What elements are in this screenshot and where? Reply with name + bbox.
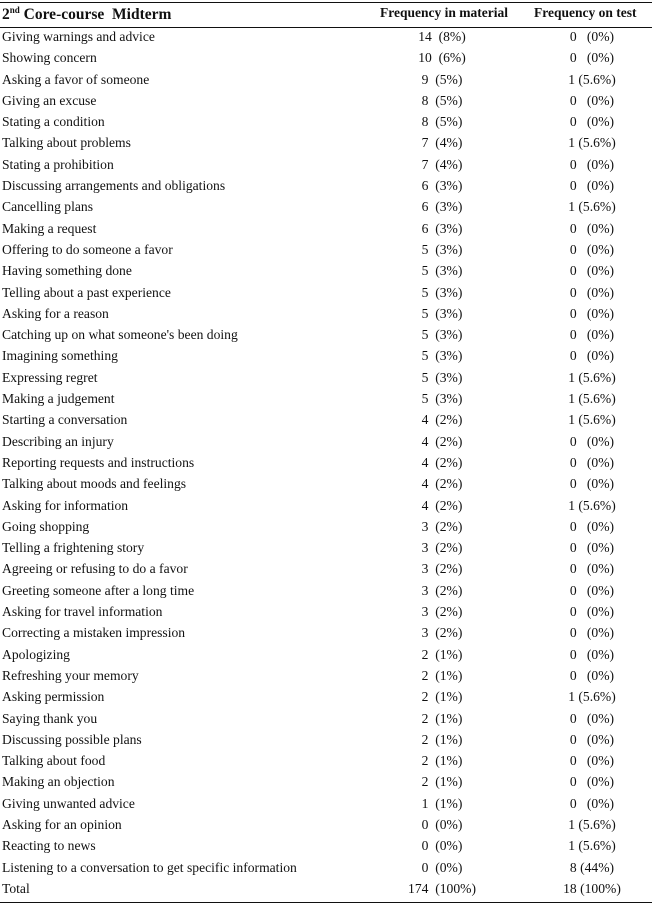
table-row — [0, 666, 652, 687]
table-row — [0, 346, 652, 367]
material-frequency-cell: 1 (1%) — [421, 795, 463, 811]
test-frequency-cell: 0 (0%) — [569, 518, 615, 534]
material-frequency-cell: 4 (2%) — [421, 476, 463, 492]
function-cell: Talking about problems — [2, 135, 131, 151]
table-row — [0, 48, 652, 69]
test-frequency-cell: 0 (0%) — [569, 646, 615, 662]
material-frequency-cell: 5 (3%) — [421, 348, 463, 364]
test-frequency-cell: 18 (100%) — [563, 880, 621, 896]
table-row — [0, 858, 652, 879]
table-bottom-rule — [0, 902, 652, 903]
material-frequency-cell: 7 (4%) — [421, 135, 463, 151]
function-cell: Refreshing your memory — [2, 667, 139, 683]
table-row — [0, 730, 652, 751]
table-row — [0, 709, 652, 730]
material-frequency-cell: 2 (1%) — [421, 689, 463, 705]
test-frequency-cell: 0 (0%) — [569, 476, 615, 492]
material-frequency-cell: 0 (0%) — [421, 816, 463, 832]
function-cell: Asking for travel information — [2, 604, 163, 620]
test-frequency-cell: 0 (0%) — [569, 178, 615, 194]
material-frequency-cell: 5 (3%) — [421, 305, 463, 321]
material-frequency-cell: 3 (2%) — [421, 604, 463, 620]
table-row — [0, 283, 652, 304]
test-frequency-cell: 0 (0%) — [569, 540, 615, 556]
test-frequency-cell: 0 (0%) — [569, 625, 615, 641]
test-frequency-cell: 1 (5.6%) — [568, 412, 616, 428]
material-frequency-cell: 5 (3%) — [421, 263, 463, 279]
function-cell: Having something done — [2, 263, 132, 279]
function-cell: Reacting to news — [2, 838, 96, 854]
test-frequency-cell: 0 (0%) — [569, 327, 615, 343]
table-row — [0, 261, 652, 282]
table-row — [0, 325, 652, 346]
material-frequency-cell: 4 (2%) — [421, 433, 463, 449]
function-cell: Showing concern — [2, 50, 97, 66]
table-row — [0, 389, 652, 410]
test-frequency-cell: 0 (0%) — [569, 753, 615, 769]
material-frequency-cell: 2 (1%) — [421, 710, 463, 726]
function-cell: Stating a condition — [2, 114, 105, 130]
function-cell: Describing an injury — [2, 433, 114, 449]
function-cell: Discussing possible plans — [2, 731, 142, 747]
column-header-material: Frequency in material — [380, 5, 508, 20]
test-frequency-cell: 1 (5.6%) — [568, 838, 616, 854]
test-frequency-cell: 0 (0%) — [569, 604, 615, 620]
table-title — [2, 5, 171, 24]
material-frequency-cell: 4 (2%) — [421, 454, 463, 470]
test-frequency-cell: 0 (0%) — [569, 305, 615, 321]
function-cell: Asking permission — [2, 689, 105, 705]
material-frequency-cell: 3 (2%) — [421, 518, 463, 534]
table-row — [0, 197, 652, 218]
function-cell: Apologizing — [2, 646, 70, 662]
function-cell: Reporting requests and instructions — [2, 454, 195, 470]
material-frequency-cell: 5 (3%) — [421, 241, 463, 257]
test-frequency-cell: 8 (44%) — [569, 859, 615, 875]
test-frequency-cell: 1 (5.6%) — [568, 497, 616, 513]
table-row — [0, 219, 652, 240]
table-row — [0, 559, 652, 580]
function-cell: Discussing arrangements and obligations — [2, 178, 226, 194]
material-frequency-cell: 10 (6%) — [418, 50, 466, 66]
table-row — [0, 112, 652, 133]
function-cell: Correcting a mistaken impression — [2, 625, 186, 641]
function-cell: Telling about a past experience — [2, 284, 171, 300]
test-frequency-cell: 0 (0%) — [569, 582, 615, 598]
table-row — [0, 27, 652, 48]
table-row — [0, 687, 652, 708]
table-row — [0, 432, 652, 453]
test-frequency-cell: 0 (0%) — [569, 92, 615, 108]
table-row — [0, 240, 652, 261]
material-frequency-cell: 4 (2%) — [421, 412, 463, 428]
test-frequency-cell: 1 (5.6%) — [568, 369, 616, 385]
table-row — [0, 474, 652, 495]
table-row — [0, 815, 652, 836]
title-superscript: nd — [9, 5, 20, 15]
material-frequency-cell: 6 (3%) — [421, 178, 463, 194]
material-frequency-cell: 2 (1%) — [421, 731, 463, 747]
function-cell: Talking about moods and feelings — [2, 476, 187, 492]
function-cell: Giving unwanted advice — [2, 795, 135, 811]
table-row — [0, 453, 652, 474]
table-row — [0, 70, 652, 91]
function-cell: Giving an excuse — [2, 92, 97, 108]
table-row — [0, 304, 652, 325]
function-cell: Catching up on what someone's been doing — [2, 327, 238, 343]
material-frequency-cell: 174 (100%) — [408, 880, 476, 896]
function-cell: Saying thank you — [2, 710, 98, 726]
test-frequency-cell: 0 (0%) — [569, 433, 615, 449]
function-cell: Asking for a reason — [2, 305, 109, 321]
function-cell: Making an objection — [2, 774, 115, 790]
function-cell: Listening to a conversation to get specific information — [2, 859, 297, 875]
function-cell: Asking for information — [2, 497, 129, 513]
test-frequency-cell: 0 (0%) — [569, 220, 615, 236]
function-cell: Going shopping — [2, 518, 90, 534]
table-top-rule — [0, 2, 652, 3]
table-row — [0, 368, 652, 389]
table-row — [0, 751, 652, 772]
test-frequency-cell: 0 (0%) — [569, 241, 615, 257]
material-frequency-cell: 5 (3%) — [421, 284, 463, 300]
material-frequency-cell: 2 (1%) — [421, 753, 463, 769]
table-row — [0, 794, 652, 815]
test-frequency-cell: 0 (0%) — [569, 795, 615, 811]
total-row — [0, 879, 652, 900]
function-cell: Making a judgement — [2, 391, 115, 407]
table-row — [0, 410, 652, 431]
test-frequency-cell: 0 (0%) — [569, 667, 615, 683]
function-cell: Total — [2, 880, 30, 896]
function-cell: Asking a favor of someone — [2, 71, 150, 87]
table-row — [0, 176, 652, 197]
test-frequency-cell: 0 (0%) — [569, 774, 615, 790]
function-cell: Greeting someone after a long time — [2, 582, 195, 598]
table-row — [0, 772, 652, 793]
material-frequency-cell: 14 (8%) — [418, 29, 466, 44]
test-frequency-cell: 0 (0%) — [569, 731, 615, 747]
table-row — [0, 836, 652, 857]
material-frequency-cell: 7 (4%) — [421, 156, 463, 172]
function-cell: Offering to do someone a favor — [2, 241, 173, 257]
material-frequency-cell: 8 (5%) — [421, 92, 463, 108]
material-frequency-cell: 5 (3%) — [421, 369, 463, 385]
function-cell: Stating a prohibition — [2, 156, 114, 172]
function-cell: Giving warnings and advice — [2, 29, 155, 44]
function-cell: Cancelling plans — [2, 199, 93, 215]
table-row — [0, 155, 652, 176]
function-cell: Talking about food — [2, 753, 106, 769]
test-frequency-cell: 0 (0%) — [569, 348, 615, 364]
test-frequency-cell: 1 (5.6%) — [568, 71, 616, 87]
material-frequency-cell: 0 (0%) — [421, 838, 463, 854]
table-body — [0, 27, 652, 900]
test-frequency-cell: 0 (0%) — [569, 710, 615, 726]
material-frequency-cell: 0 (0%) — [421, 859, 463, 875]
material-frequency-cell: 8 (5%) — [421, 114, 463, 130]
function-cell: Asking for an opinion — [2, 816, 122, 832]
function-cell: Starting a conversation — [2, 412, 128, 428]
test-frequency-cell: 0 (0%) — [569, 114, 615, 130]
function-cell: Telling a frightening story — [2, 540, 145, 556]
table-row — [0, 91, 652, 112]
material-frequency-cell: 4 (2%) — [421, 497, 463, 513]
material-frequency-cell: 3 (2%) — [421, 625, 463, 641]
material-frequency-cell: 3 (2%) — [421, 540, 463, 556]
material-frequency-cell: 2 (1%) — [421, 646, 463, 662]
test-frequency-cell: 0 (0%) — [569, 263, 615, 279]
title-prefix: 2 — [2, 6, 10, 23]
material-frequency-cell: 2 (1%) — [421, 667, 463, 683]
function-cell: Agreeing or refusing to do a favor — [2, 561, 188, 577]
title-rest: Core-course Midterm — [19, 6, 172, 23]
test-frequency-cell: 0 (0%) — [569, 29, 615, 44]
test-frequency-cell: 0 (0%) — [569, 50, 615, 66]
material-frequency-cell: 6 (3%) — [421, 199, 463, 215]
table-row — [0, 133, 652, 154]
table-row — [0, 645, 652, 666]
table-row — [0, 602, 652, 623]
table-row — [0, 517, 652, 538]
test-frequency-cell: 0 (0%) — [569, 454, 615, 470]
test-frequency-cell: 1 (5.6%) — [568, 816, 616, 832]
material-frequency-cell: 5 (3%) — [421, 327, 463, 343]
test-frequency-cell: 0 (0%) — [569, 284, 615, 300]
table-row — [0, 623, 652, 644]
test-frequency-cell: 1 (5.6%) — [568, 391, 616, 407]
test-frequency-cell: 1 (5.6%) — [568, 689, 616, 705]
function-cell: Imagining something — [2, 348, 118, 364]
material-frequency-cell: 5 (3%) — [421, 391, 463, 407]
table-row — [0, 581, 652, 602]
column-header-test: Frequency on test — [534, 5, 637, 20]
test-frequency-cell: 0 (0%) — [569, 156, 615, 172]
table-row — [0, 496, 652, 517]
function-cell: Expressing regret — [2, 369, 98, 385]
material-frequency-cell: 3 (2%) — [421, 582, 463, 598]
material-frequency-cell: 2 (1%) — [421, 774, 463, 790]
table-row — [0, 538, 652, 559]
material-frequency-cell: 3 (2%) — [421, 561, 463, 577]
test-frequency-cell: 1 (5.6%) — [568, 135, 616, 151]
material-frequency-cell: 6 (3%) — [421, 220, 463, 236]
test-frequency-cell: 1 (5.6%) — [568, 199, 616, 215]
test-frequency-cell: 0 (0%) — [569, 561, 615, 577]
function-cell: Making a request — [2, 220, 97, 236]
material-frequency-cell: 9 (5%) — [421, 71, 463, 87]
